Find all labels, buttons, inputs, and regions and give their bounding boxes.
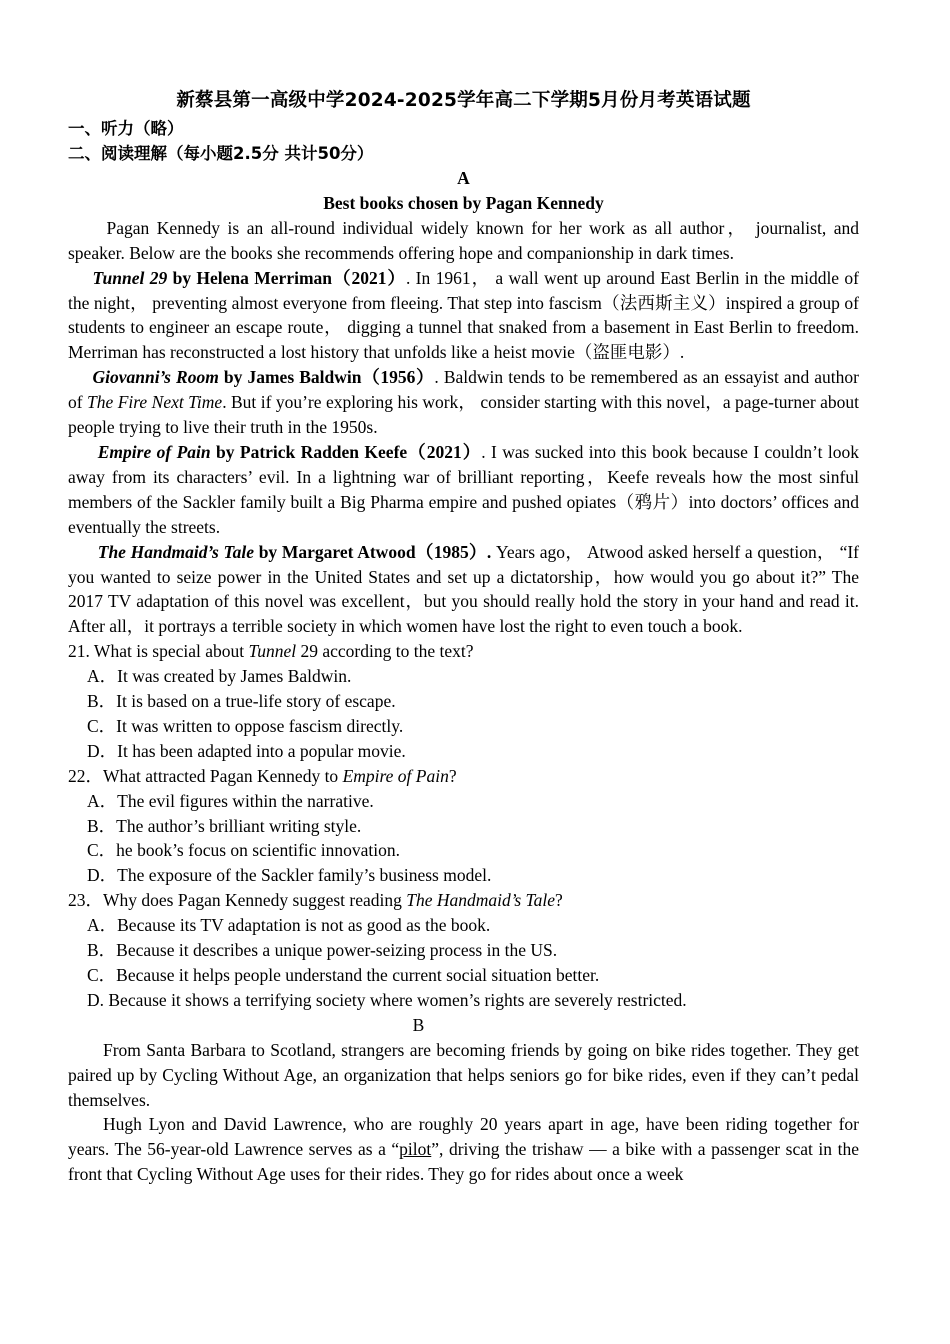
book-entry-giovannis-room — [68, 365, 859, 440]
part-b-paragraph-1: From Santa Barbara to Scotland, strangers are becoming friends by going on bike rides together. They get paired up by Cycling Without Age, an organization that helps seniors go for bike rides, even if they can’t pedal themselves. — [68, 1039, 859, 1110]
option-21-a: A．It was created by James Baldwin. — [87, 666, 352, 687]
option-23-b: B．Because it describes a unique power-seizing process in the US. — [87, 940, 558, 961]
option-22-c: C．he book’s focus on scientific innovation. — [87, 840, 401, 861]
book-description: . In 1961， a wall went up around East Berlin in the middle of the night， preventing almost everyone from fleeing. That step into fascism（法西斯主义）inspired a group of students to engineer an escape route， digging a tunnel that snaked from a basement in East Berlin to freedom. Merriman has reconstructed a lost history that unfolds like a heist movie（盗匪电影）. — [68, 267, 860, 363]
option-21-d: D．It has been adapted into a popular movie. — [87, 740, 406, 761]
option-23-d: D. Because it shows a terrifying society where women’s rights are severely restricted. — [87, 989, 687, 1010]
question-stem: 23．Why does Pagan Kennedy suggest reading — [68, 890, 407, 911]
question-stem-end: ? — [555, 890, 563, 911]
option-21-c: C．It was written to oppose fascism directly. — [87, 715, 404, 736]
question-stem: 21. What is special about — [68, 641, 249, 662]
section-reading-heading: 二、阅读理解（每小题2.5分 共计50分） — [68, 144, 374, 163]
question-stem-italic: The Handmaid’s Tale — [406, 890, 556, 911]
book-title: Empire of Pain — [97, 441, 211, 462]
section-listening-heading: 一、听力（略） — [68, 119, 184, 138]
book-byline: by Patrick Radden Keefe（2021） — [210, 441, 482, 462]
book-byline: by Margaret Atwood（1985）. — [253, 541, 492, 562]
question-stem: 22．What attracted Pagan Kennedy to — [68, 765, 343, 786]
referenced-title: The Fire Next Time — [87, 392, 223, 413]
question-stem-end: 29 according to the text? — [296, 641, 474, 662]
underlined-word: pilot — [399, 1139, 432, 1160]
paragraph-text: Hugh Lyon and David Lawrence, who are roughly 20 years apart in age, have been riding together for years. The 56-year-old Lawrence serves as a “ — [68, 1114, 859, 1160]
option-23-c: C．Because it helps people understand the current social situation better. — [87, 965, 600, 985]
question-21 — [68, 639, 859, 664]
option-23-a: A．Because its TV adaptation is not as good as the book. — [87, 915, 491, 936]
book-description: Years ago， Atwood asked herself a question， “If you wanted to seize power in the United States and set up a dictatorship，how would you go about it?” The 2017 TV adaptation of this novel was excellent，but you should really hold the story in your hand and read it. After all，it portrays a terrible society in which women have lost the right to even touch a book. — [68, 541, 860, 637]
part-b-label: B — [412, 1014, 425, 1035]
part-a-label: A — [457, 168, 470, 188]
question-22 — [68, 764, 859, 789]
book-entry-tunnel-29 — [68, 266, 859, 366]
question-23 — [68, 888, 859, 913]
part-a-intro: Pagan Kennedy is an all-round individual widely known for her work as all author， journalist, and speaker. Below are the books she recommends offering hope and companionship in dark times. — [68, 217, 859, 263]
option-21-b: B．It is based on a true-life story of escape. — [87, 691, 396, 712]
part-a-heading: Best books chosen by Pagan Kennedy — [323, 192, 604, 213]
book-description-cont: . But if you’re exploring his work， consider starting with this novel，a page-turner about people trying to live their truth in the 1950s. — [68, 392, 859, 438]
book-title: Tunnel 29 — [92, 267, 168, 288]
page-title: 新蔡县第一高级中学2024-2025学年高二下学期5月份月考英语试题 — [176, 90, 751, 111]
part-b-paragraph-2 — [68, 1112, 859, 1187]
paragraph-text-cont: ”, driving the trishaw — a bike with a passenger scat in the front that Cycling Without Age uses for their rides. They go for rides about once a week — [68, 1139, 859, 1185]
question-stem-end: ? — [448, 765, 457, 786]
option-22-a: A．The evil figures within the narrative. — [87, 790, 374, 811]
book-entry-handmaids-tale — [68, 540, 859, 640]
book-description: . I was sucked into this book because I couldn’t look away from its characters’ evil. In a lightning war of brilliant reporting，Keefe reveals how the most sinful members of the Sackler family built a Big Pharma empire and pushed opiates（鸦片）into doctors’ offices and eventually the streets. — [68, 441, 859, 537]
option-22-d: D．The exposure of the Sackler family’s business model. — [87, 865, 492, 886]
question-stem-italic: Tunnel — [248, 641, 297, 662]
question-stem-italic: Empire of Pain — [342, 765, 449, 786]
book-title: Giovanni’s Room — [92, 367, 219, 388]
book-byline: by Helena Merriman（2021） — [167, 267, 406, 288]
option-22-b: B．The author’s brilliant writing style. — [87, 815, 362, 836]
book-description: . Baldwin tends to be remembered as an essayist and author of — [68, 367, 859, 413]
book-title: The Handmaid’s Tale — [97, 541, 254, 562]
book-entry-empire-of-pain — [68, 440, 859, 540]
book-byline: by James Baldwin（1956） — [218, 367, 435, 388]
